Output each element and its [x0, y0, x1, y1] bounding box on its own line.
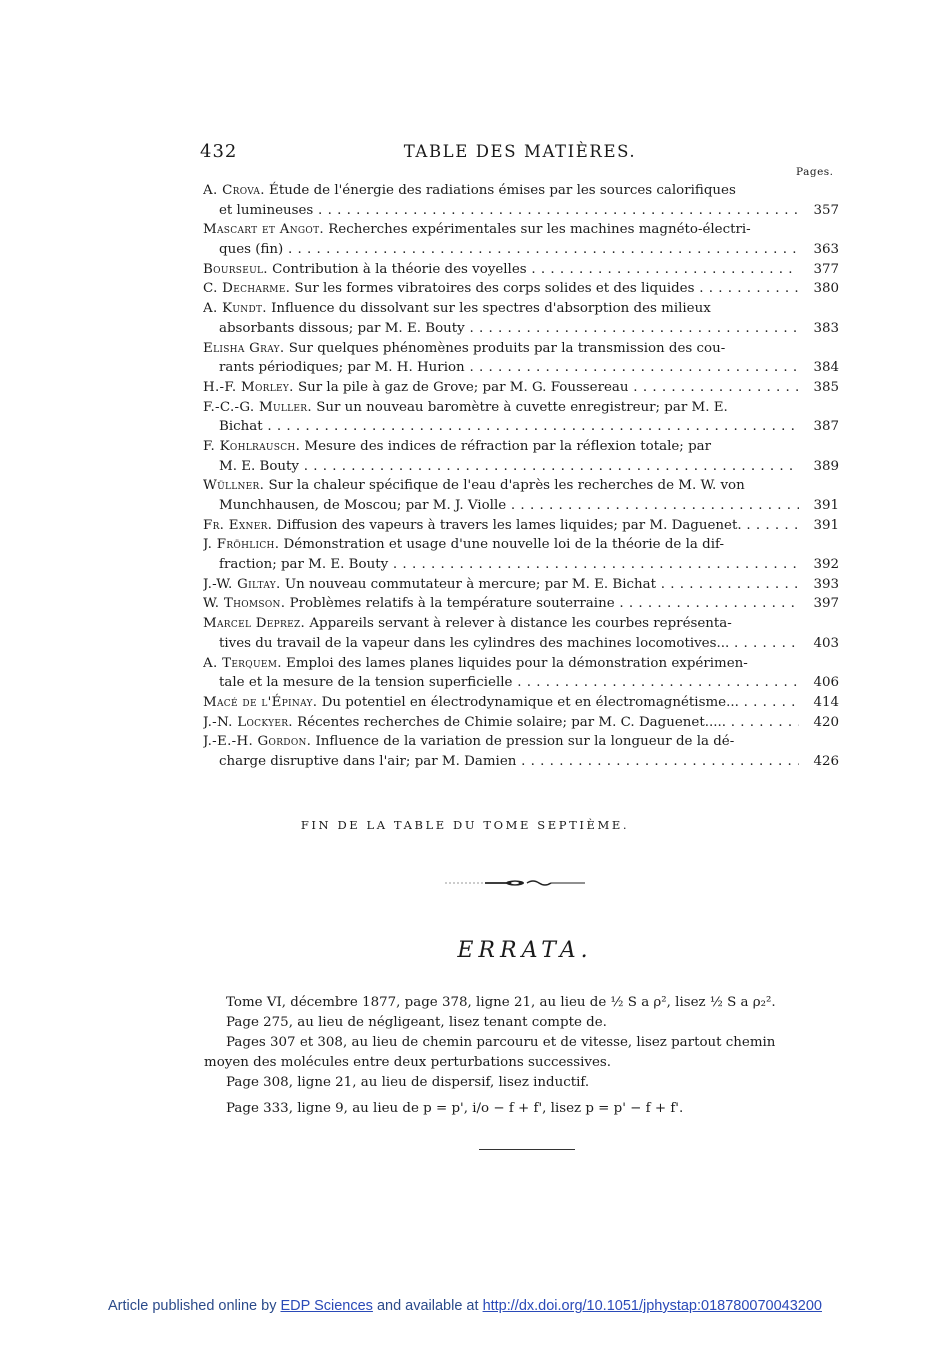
toc-title-text: Sur quelques phénomènes produits par la transmission des cou- [288, 340, 726, 356]
toc-author: Marcel Deprez. [203, 616, 306, 632]
toc-entry [203, 654, 839, 693]
toc-page-number: 391 [799, 496, 839, 516]
toc-title-text: Étude de l'énergie des radiations émises par les sources calorifiques [269, 183, 736, 198]
errata-line: Pages 307 et 308, au lieu de chemin parcouru et de vitesse, lisez partout chemin [226, 1035, 776, 1050]
toc-entry-line [203, 220, 839, 240]
toc-entry-line [203, 339, 839, 359]
table-of-contents [203, 181, 839, 772]
toc-title-text: Appareils servant à relever à distance les courbes représenta- [309, 616, 732, 632]
toc-entry [203, 299, 839, 338]
toc-author: C. Decharme. [203, 281, 291, 297]
toc-page-number: 397 [799, 594, 839, 614]
toc-entry [203, 713, 839, 733]
toc-title-text: Un nouveau commutateur à mercure; par M. E. Bichat [284, 576, 657, 592]
toc-entry [203, 220, 839, 259]
toc-entry [203, 378, 839, 398]
toc-page-number: 420 [799, 713, 839, 733]
toc-title-text: Sur les formes vibratoires des corps solides et des liquides [294, 281, 695, 297]
toc-title-text: Récentes recherches de Chimie solaire; par M. C. Daguenet..... [297, 714, 726, 730]
toc-entry-line [203, 693, 839, 713]
toc-entry-line [203, 378, 839, 398]
toc-page-number: 387 [799, 417, 839, 437]
toc-author: A. Terquem. [203, 655, 282, 671]
toc-entry-line [203, 358, 839, 378]
toc-author: A. Crova. [203, 183, 265, 198]
errata-line: Page 333, ligne 9, au lieu de p = p', i/o − f + f', lisez p = p' − f + f'. [226, 1101, 684, 1116]
toc-entry-line [203, 673, 839, 693]
toc-entry-line [203, 240, 839, 260]
toc-title-text: Sur la pile à gaz de Grove; par M. G. Foussereau [297, 379, 629, 395]
errata-list [204, 993, 846, 1119]
toc-author: J.-N. Lockyer. [203, 714, 293, 730]
toc-author: H.-F. Morley. [203, 379, 294, 395]
toc-entry-line [203, 575, 839, 595]
toc-title-text: ques (fin) [219, 242, 284, 258]
toc-entry-line [203, 279, 839, 299]
toc-entry [203, 279, 839, 299]
toc-entry-line [203, 496, 839, 516]
toc-title-text: Mesure des indices de réfraction par la réflexion totale; par [304, 438, 712, 454]
toc-entry-line [203, 713, 839, 733]
toc-entry [203, 693, 839, 713]
toc-entry [203, 476, 839, 515]
ornament-divider [445, 876, 585, 890]
toc-title-text: Bichat [219, 419, 263, 435]
toc-entry [203, 575, 839, 595]
footer [0, 1298, 930, 1314]
toc-entry-line [203, 398, 839, 418]
toc-page-number: 391 [799, 516, 839, 536]
toc-author: Bourseul. [203, 261, 268, 277]
toc-page-number: 380 [799, 279, 839, 299]
footer-middle: and available at [372, 1298, 483, 1314]
errata-title: ERRATA. [457, 938, 593, 963]
toc-author: Macé de l'Épinay. [203, 694, 318, 710]
toc-author: Mascart et Angot. [203, 222, 324, 238]
toc-entry [203, 339, 839, 378]
errata-line: Tome VI, décembre 1877, page 378, ligne 21, au lieu de ½ S a ρ², lisez ½ S a ρ₂². [226, 995, 776, 1010]
toc-title-text: Munchhausen, de Moscou; par M. J. Violle [219, 498, 507, 513]
footer-prefix: Article published online by [108, 1298, 281, 1314]
toc-title-text: charge disruptive dans l'air; par M. Damien [219, 753, 517, 769]
toc-page-number: 363 [799, 240, 839, 260]
toc-entry-line [203, 476, 839, 496]
toc-page-number: 426 [799, 752, 839, 772]
toc-title-text: Sur la chaleur spécifique de l'eau d'après les recherches de M. W. von [268, 478, 745, 494]
toc-page-number: 385 [799, 378, 839, 398]
toc-title-text: Influence du dissolvant sur les spectres d'absorption des milieux [271, 301, 711, 317]
toc-title-text: tives du travail de la vapeur dans les cylindres des machines locomotives... [219, 635, 730, 651]
toc-title-text: Influence de la variation de pression sur la longueur de la dé- [315, 734, 735, 750]
toc-title-text: Contribution à la théorie des voyelles [272, 261, 527, 277]
toc-title-text: Problèmes relatifs à la température souterraine [289, 596, 615, 612]
toc-author: J. Fröhlich. [203, 537, 280, 553]
toc-entry [203, 614, 839, 653]
errata-line: moyen des molécules entre deux perturbations successives. [204, 1055, 612, 1070]
page-number: 432 [200, 141, 238, 162]
toc-title-text: Recherches expérimentales sur les machines magnéto-électri- [328, 222, 751, 238]
publisher-link[interactable]: EDP Sciences [280, 1298, 373, 1314]
toc-author: F. Kohlrausch. [203, 438, 301, 454]
toc-entry-line [203, 437, 839, 457]
toc-title-text: Du potentiel en électrodynamique et en électromagnétisme... [321, 694, 739, 710]
errata-line: Page 308, ligne 21, au lieu de dispersif, lisez inductif. [226, 1075, 590, 1090]
toc-title-text: Sur un nouveau baromètre à cuvette enregistreur; par M. E. [316, 399, 728, 415]
closing-rule [479, 1149, 575, 1150]
doi-link[interactable]: http://dx.doi.org/10.1051/jphystap:018780070043200 [482, 1298, 822, 1314]
toc-entry [203, 732, 839, 771]
toc-title-text: Démonstration et usage d'une nouvelle loi de la théorie de la dif- [283, 537, 724, 553]
toc-title-text: M. E. Bouty [219, 458, 299, 474]
toc-author: Fr. Exner. [203, 517, 273, 533]
toc-entry [203, 535, 839, 574]
toc-title-text: et lumineuses [219, 202, 314, 218]
pages-column-label: Pages. [796, 166, 834, 178]
end-of-table-note: FIN DE LA TABLE DU TOME SEPTIÈME. [300, 818, 630, 832]
toc-entry-line [203, 201, 839, 221]
errata-line: Page 275, au lieu de négligeant, lisez tenant compte de. [226, 1015, 607, 1030]
toc-entry [203, 594, 839, 614]
toc-page-number: 406 [799, 673, 839, 693]
toc-title-text: fraction; par M. E. Bouty [219, 557, 389, 573]
toc-author: J.-E.-H. Gordon. [203, 734, 312, 750]
toc-title-text: absorbants dissous; par M. E. Bouty [219, 320, 465, 336]
toc-entry [203, 260, 839, 280]
page-header [200, 141, 840, 165]
toc-title-text: Diffusion des vapeurs à travers les lames liquides; par M. Daguenet. [276, 517, 742, 533]
toc-page-number: 414 [799, 693, 839, 713]
toc-author: Wüllner. [203, 478, 265, 494]
toc-entry-line [203, 319, 839, 339]
running-title: TABLE DES MATIÈRES. [403, 142, 637, 161]
toc-title-text: tale et la mesure de la tension superficielle [219, 675, 513, 691]
toc-entry-line [203, 594, 839, 614]
toc-entry-line [203, 516, 839, 536]
toc-author: A. Kundt. [203, 301, 267, 317]
toc-entry [203, 181, 839, 220]
toc-entry-line [203, 732, 839, 752]
toc-page-number: 389 [799, 457, 839, 477]
toc-entry-line [203, 181, 839, 201]
toc-page-number: 357 [799, 201, 839, 221]
toc-author: F.-C.-G. Muller. [203, 399, 312, 415]
toc-entry [203, 516, 839, 536]
toc-author: W. Thomson. [203, 596, 286, 612]
toc-title-text: rants périodiques; par M. H. Hurion [219, 360, 465, 376]
toc-entry-line [203, 299, 839, 319]
toc-entry-line [203, 555, 839, 575]
toc-author: J.-W. Giltay. [203, 576, 281, 592]
toc-entry [203, 437, 839, 476]
toc-page-number: 384 [799, 358, 839, 378]
toc-page-number: 377 [799, 260, 839, 280]
toc-entry-line [203, 535, 839, 555]
toc-entry-line [203, 457, 839, 477]
toc-entry-line [203, 417, 839, 437]
toc-entry-line [203, 260, 839, 280]
toc-entry-line [203, 634, 839, 654]
toc-author: Elisha Gray. [203, 340, 285, 356]
toc-entry-line [203, 614, 839, 634]
toc-page-number: 392 [799, 555, 839, 575]
toc-page-number: 383 [799, 319, 839, 339]
toc-title-text: Emploi des lames planes liquides pour la démonstration expérimen- [286, 655, 748, 671]
toc-entry [203, 398, 839, 437]
toc-entry-line [203, 654, 839, 674]
toc-entry-line [203, 752, 839, 772]
toc-page-number: 403 [799, 634, 839, 654]
toc-page-number: 393 [799, 575, 839, 595]
